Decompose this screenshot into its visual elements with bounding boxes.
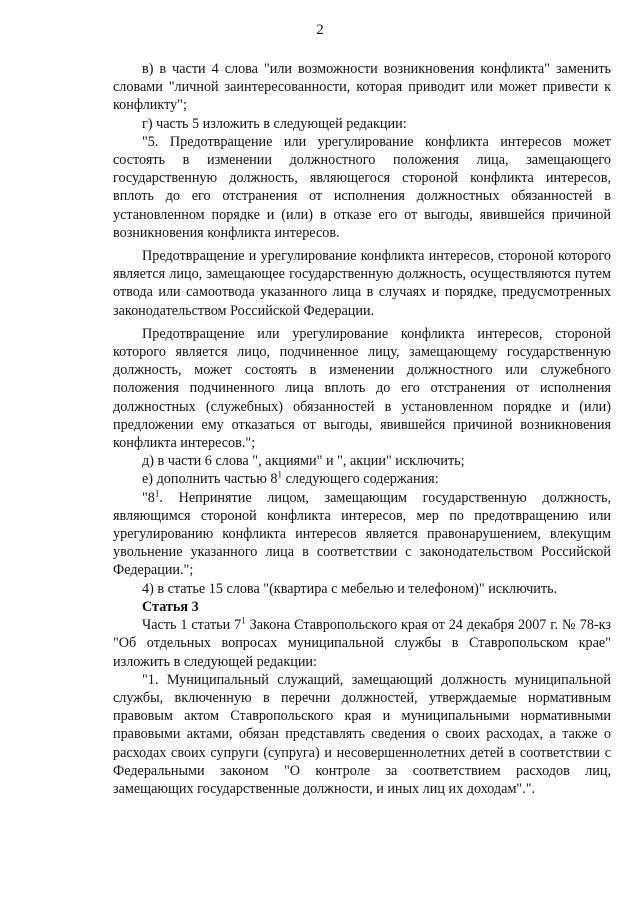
paragraph-part8-text: . Непринятие лицом, замещающим государственную должность, являющимся стороной конфликта интересов, мер по предотвращению или урегулированию конфликта интересов является правонарушением, влекущим увольнение указанного лица в соответствии с законодательством Российской Федерации.";: [113, 489, 611, 579]
paragraph-e: [113, 470, 611, 488]
paragraph-e-text-rest: следующего содержания:: [282, 471, 439, 488]
paragraph-part5: "5. Предотвращение или урегулирование конфликта интересов может состоять в изменении должностного положения лица, замещающего государственную должность, являющегося стороной конфликта интересов, вплоть до его отстранения от исполнения должностных обязанностей в установленном порядке и (или) в отказе его от выгоды, явившейся причиной возникновения конфликта интересов.: [113, 133, 611, 241]
article-3-intro: [113, 616, 611, 671]
article-3-text: "1. Муниципальный служащий, замещающий должность муниципальной службы, включенную в перечни должностей, утверждаемые нормативным правовым актом Ставропольского края и муниципальными нормативными правовыми актами, обязан представлять сведения о своих расходах, а также о расходах своих супруги (супруга) и несовершеннолетних детей в соответствии с Федеральными законом "О контроле за соответствием расходов лиц, замещающих государственные должности, и иных лиц их доходам".".: [113, 671, 611, 797]
paragraph-prevention-2: Предотвращение или урегулирование конфликта интересов, стороной которого является лицо, подчиненное лицу, замещающему государственную должность, может состоять в изменении должностного или служебного положения подчиненного лица вплоть до его отстранения от исполнения должностных (служебных) обязанностей в установленном порядке и (или) предложении ему отказаться от выгоды, явившейся причиной возникновения конфликта интересов.";: [113, 325, 611, 452]
article-3-heading: Статья 3: [142, 598, 199, 615]
paragraph-4: 4) в статье 15 слова "(квартира с мебелью и телефоном)" исключить.: [142, 580, 558, 597]
paragraph-d: д) в части 6 слова ", акциями" и ", акции" исключить;: [142, 453, 465, 470]
paragraph-part8: [113, 489, 611, 580]
document-body: [113, 60, 611, 798]
superscript: 1: [241, 615, 246, 626]
paragraph-e-text: е) дополнить частью 8: [142, 471, 278, 488]
paragraph-v: в) в части 4 слова "или возможности возникновения конфликта" заменить словами "личной заинтересованности, которая приводит или может привести к конфликту";: [113, 61, 611, 114]
article-3-intro-rest: Закона Ставропольского края от 24 декабря 2007 г. № 78-кз "Об отдельных вопросах муниципальной службы в Ставропольском крае" изложить в следующей редакции:: [113, 617, 611, 670]
paragraph-part8-number: "8: [142, 489, 155, 506]
paragraph-g: г) часть 5 изложить в следующей редакции:: [142, 115, 407, 132]
superscript: 1: [154, 487, 160, 498]
article-3-intro-text: Часть 1 статьи 7: [142, 617, 242, 634]
page-number: 2: [316, 22, 324, 38]
paragraph-prevention-1: Предотвращение и урегулирование конфликта интересов, стороной которого является лицо, замещающее государственную должность, осуществляются путем отвода или самоотвода указанного лица в случаях и порядке, предусмотренных законодательством Российской Федерации.: [113, 248, 611, 319]
superscript: 1: [277, 469, 283, 480]
